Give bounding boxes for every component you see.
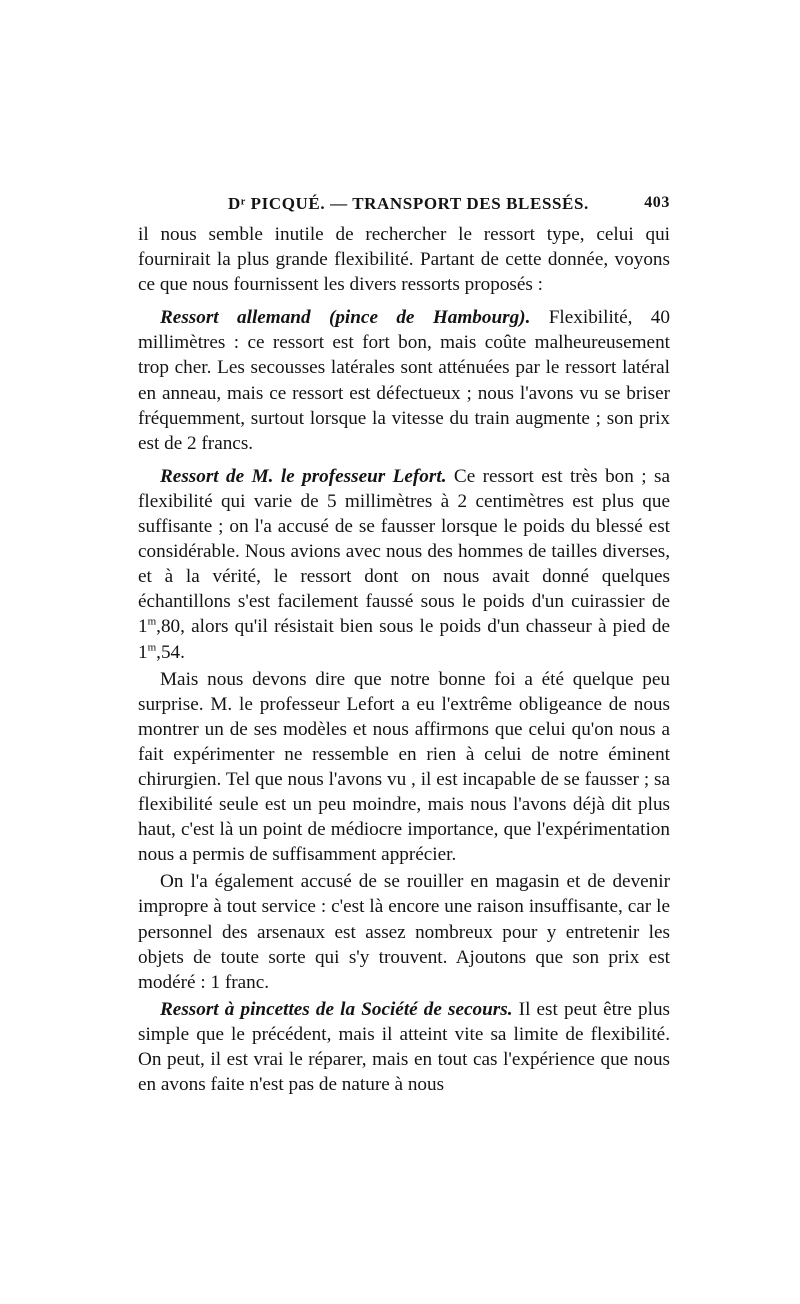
- paragraph-continuation: [138, 222, 670, 297]
- body-text: [138, 222, 670, 1097]
- text-run: Mais nous devons dire que notre bonne foi a été quelque peu surprise. M. le professeur Lefort a eu l'extrême obligeance de nous montrer un de ses modèles et nous affirmons que celui qu'on nous a fait expérimenter ne ressemble en rien à celui de notre éminent chirurgien. Tel que nous l'avons vu , il est incapable de se fausser ; sa flexibilité seule est un peu moindre, mais nous l'avons déjà dit plus haut, c'est là un point de médiocre importance, que l'expérimentation nous a permis de suffisamment apprécier.: [138, 668, 670, 866]
- section-lead-heading: Ressort allemand (pince de Hambourg).: [160, 307, 531, 329]
- section-lead-heading: Ressort à pincettes de la Société de secours.: [160, 998, 513, 1020]
- paragraph-bonne-foi: [138, 667, 670, 868]
- paragraph-rouiller: [138, 869, 670, 994]
- page-number: 403: [644, 194, 670, 211]
- paragraph-ressort-pincettes: [138, 997, 670, 1097]
- paragraph-ressort-allemand: [138, 305, 670, 456]
- unit-superscript: m: [147, 641, 157, 654]
- section-lead-heading: Ressort de M. le professeur Lefort.: [160, 465, 447, 487]
- text-run: On l'a également accusé de se rouiller en magasin et de devenir impropre à tout service : c'est là encore une raison insuffisante, car le personnel des arsenaux est assez nombreux pour y entretenir les objets de toute sorte qui s'y trouvent. Ajoutons que son prix est modéré : 1 franc.: [138, 871, 670, 993]
- text-run: Il est peut être plus simple que le précédent, mais il atteint vite sa limite de flexibilité. On peut, il est vrai le réparer, mais en tout cas l'expérience que nous en avons faite n'est pas de nature à nous: [138, 998, 671, 1096]
- paragraph-ressort-lefort: [138, 464, 670, 665]
- unit-superscript: m: [147, 616, 157, 629]
- text-run: il nous semble inutile de rechercher le ressort type, celui qui fournirait la plus grande flexibilité. Partant de cette donnée, voyons ce que nous fournissent les divers ressorts proposés :: [138, 224, 670, 296]
- running-head-title: Dʳ PICQUÉ. — TRANSPORT DES BLESSÉS.: [228, 194, 589, 213]
- text-run: Ce ressort est très bon ; sa flexibilité qui varie de 5 millimètres à 2 centimètres est plus que suffisante ; on l'a accusé de se fausser lorsque le poids du blessé est considérable. Nous avions avec nous des hommes de tailles diverses, et à la vérité, le ressort dont on nous avait donné quelques échantillons s'est facilement faussé sous le poids d'un cuirassier de 1: [138, 465, 670, 638]
- text-run: Flexibilité, 40 millimètres : ce ressort est fort bon, mais coûte malheureusement trop cher. Les secousses latérales sont atténuées par le ressort latéral en anneau, mais ce ressort est défectueux ; nous l'avons vu se briser fréquemment, surtout lorsque la vitesse du train augmente ; son prix est de 2 francs.: [138, 307, 670, 454]
- running-head: [138, 190, 670, 220]
- text-run: ,54.: [156, 641, 185, 663]
- text-run: ,80, alors qu'il résistait bien sous le poids d'un chasseur à pied de 1: [138, 616, 670, 663]
- book-page: [138, 190, 670, 1097]
